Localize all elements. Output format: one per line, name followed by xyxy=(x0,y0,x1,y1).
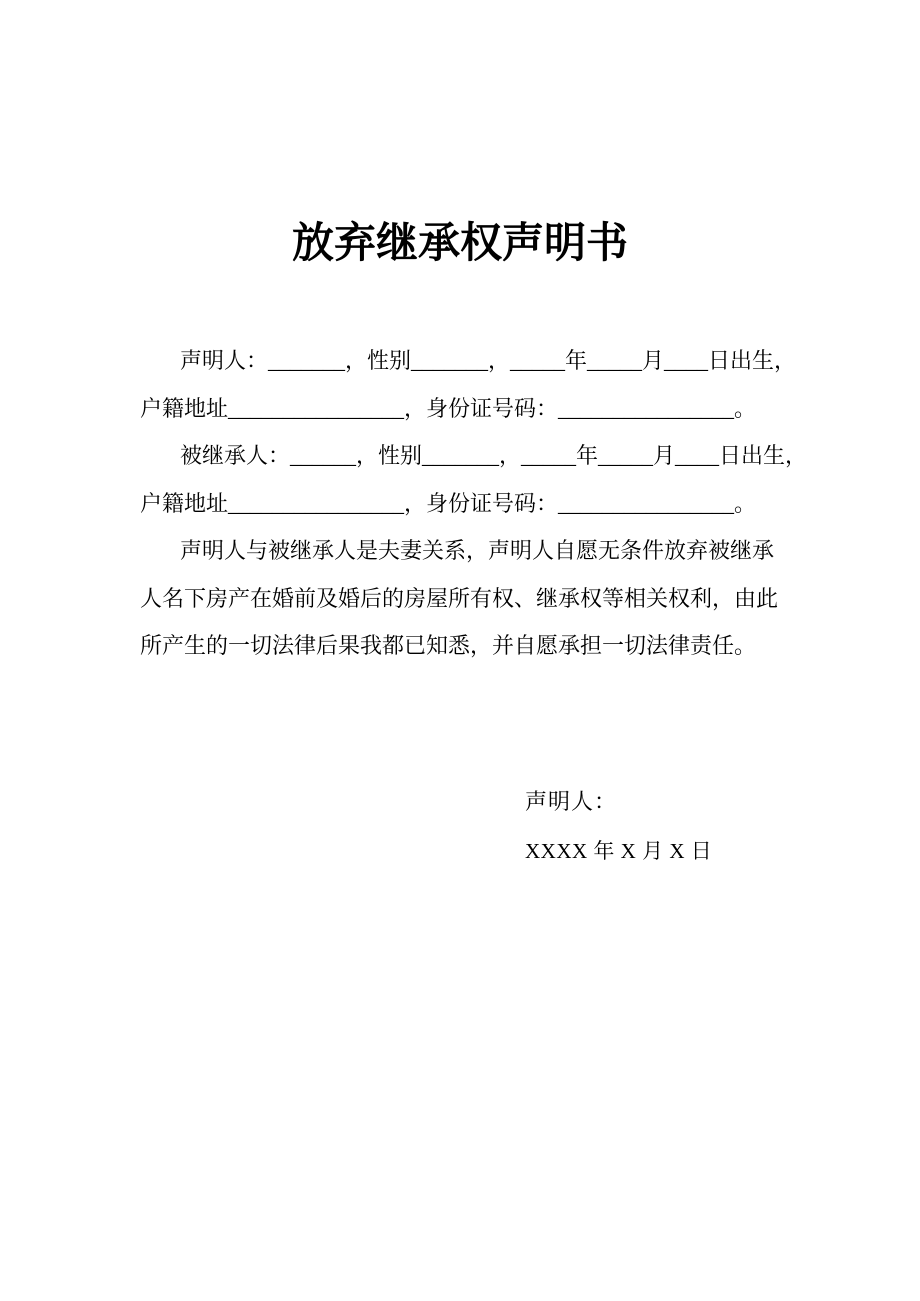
declaration-statement-line-1: 声明人与被继承人是夫妻关系，声明人自愿无条件放弃被继承 xyxy=(180,538,775,563)
document-body xyxy=(140,337,808,670)
decedent-info-line-2: 户籍地址________________，身份证号码：________________。 xyxy=(140,490,757,516)
decedent-info-line-1: 被继承人：______，性别_______，_____年_____月____日出生， xyxy=(180,443,808,468)
document-title: 放弃继承权声明书 xyxy=(291,221,628,267)
declaration-statement-line-2: 人名下房产在婚前及婚后的房屋所有权、继承权等相关权利，由此 xyxy=(140,585,779,611)
signature-block xyxy=(525,785,712,865)
declaration-statement-line-3: 所产生的一切法律后果我都已知悉，并自愿承担一切法律责任。 xyxy=(140,633,757,658)
declarant-info-line-1: 声明人：_______，性别_______，_____年_____月____日出生， xyxy=(180,348,797,373)
declarant-info-line-2: 户籍地址________________，身份证号码：________________。 xyxy=(140,395,757,421)
signature-label: 声明人： xyxy=(525,789,618,814)
signature-date: XXXX 年 X 月 X 日 xyxy=(525,839,713,863)
